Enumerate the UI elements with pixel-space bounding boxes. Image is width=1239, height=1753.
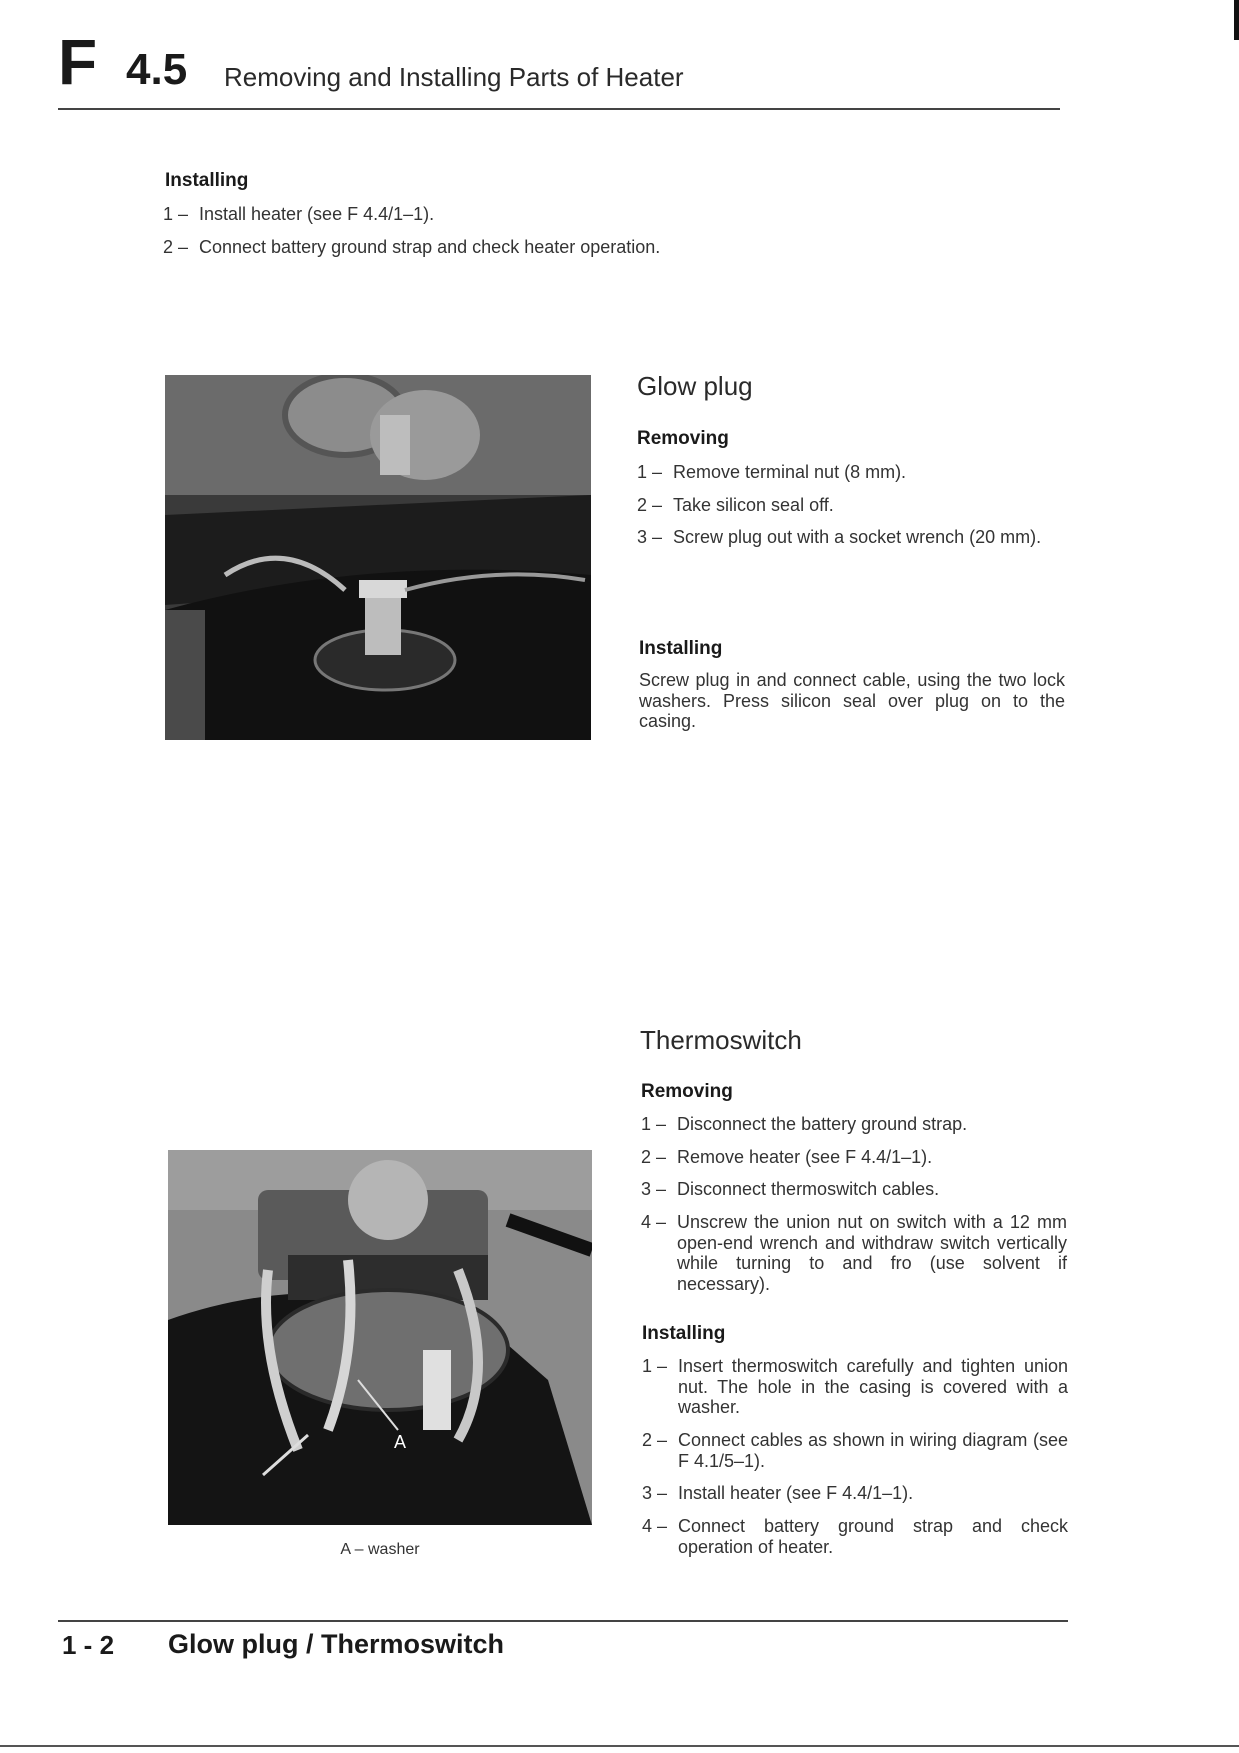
footer-title: Glow plug / Thermoswitch: [168, 1629, 505, 1659]
header-divider: [58, 108, 1060, 110]
list-item: 2 – Take silicon seal off.: [637, 494, 834, 515]
glow-plug-removing-steps: [637, 462, 1065, 548]
thermoswitch-photo-caption: A – washer: [340, 1541, 420, 1558]
page-number: 1 - 2: [62, 1630, 115, 1660]
thermoswitch-title: Thermoswitch: [640, 1025, 802, 1055]
installing-steps: [163, 204, 863, 257]
thermoswitch-removing-heading: Removing: [641, 1081, 733, 1102]
list-item: 3 – Install heater (see F 4.4/1–1).: [642, 1483, 914, 1504]
list-item: 1 – Disconnect the battery ground strap.: [641, 1114, 968, 1134]
list-item: 2 – Connect battery ground strap and check heater operation.: [163, 236, 661, 257]
thermoswitch-installing-heading: Installing: [642, 1323, 726, 1344]
page-title: Removing and Installing Parts of Heater: [224, 62, 684, 92]
list-item: 4 – Unscrew the union nut on switch with a 12 mm open-end wrench and withdraw switch vertically while turning to and fro (use solvent if necessary).: [641, 1212, 1067, 1295]
list-item: 3 – Screw plug out with a socket wrench (20 mm).: [637, 527, 1042, 548]
glow-plug-removing-heading: Removing: [637, 428, 729, 449]
glow-plug-installing-heading: Installing: [639, 638, 723, 659]
thermoswitch-installing-steps: [642, 1356, 1068, 1558]
section-number: 4.5: [126, 45, 188, 94]
list-item: 1 – Remove terminal nut (8 mm).: [637, 462, 907, 482]
list-item: 2 – Remove heater (see F 4.4/1–1).: [641, 1146, 933, 1167]
list-item: 1 – Install heater (see F 4.4/1–1).: [163, 204, 435, 224]
footer-divider: [58, 1620, 1068, 1622]
photo-label-a: A: [394, 1432, 407, 1452]
glow-plug-photo: [165, 375, 591, 740]
list-item: 3 – Disconnect thermoswitch cables.: [641, 1179, 940, 1200]
list-item: 1 – Insert thermoswitch carefully and tighten union nut. The hole in the casing is covered with a washer.: [642, 1356, 1068, 1418]
section-letter: F: [58, 26, 98, 98]
installing-heading: Installing: [165, 170, 249, 191]
list-item: 4 – Connect battery ground strap and check operation of heater.: [642, 1516, 1068, 1557]
glow-plug-title: Glow plug: [637, 371, 753, 401]
page-edge-mark: [1234, 0, 1239, 40]
glow-plug-installing-text: Screw plug in and connect cable, using the two lock washers. Press silicon seal over plug on to the casing.: [639, 670, 1065, 732]
thermoswitch-photo: [168, 1150, 592, 1525]
thermoswitch-removing-steps: [641, 1114, 1067, 1295]
bottom-edge-line: [0, 1745, 1239, 1747]
list-item: 2 – Connect cables as shown in wiring diagram (see F 4.1/5–1).: [642, 1430, 1068, 1471]
